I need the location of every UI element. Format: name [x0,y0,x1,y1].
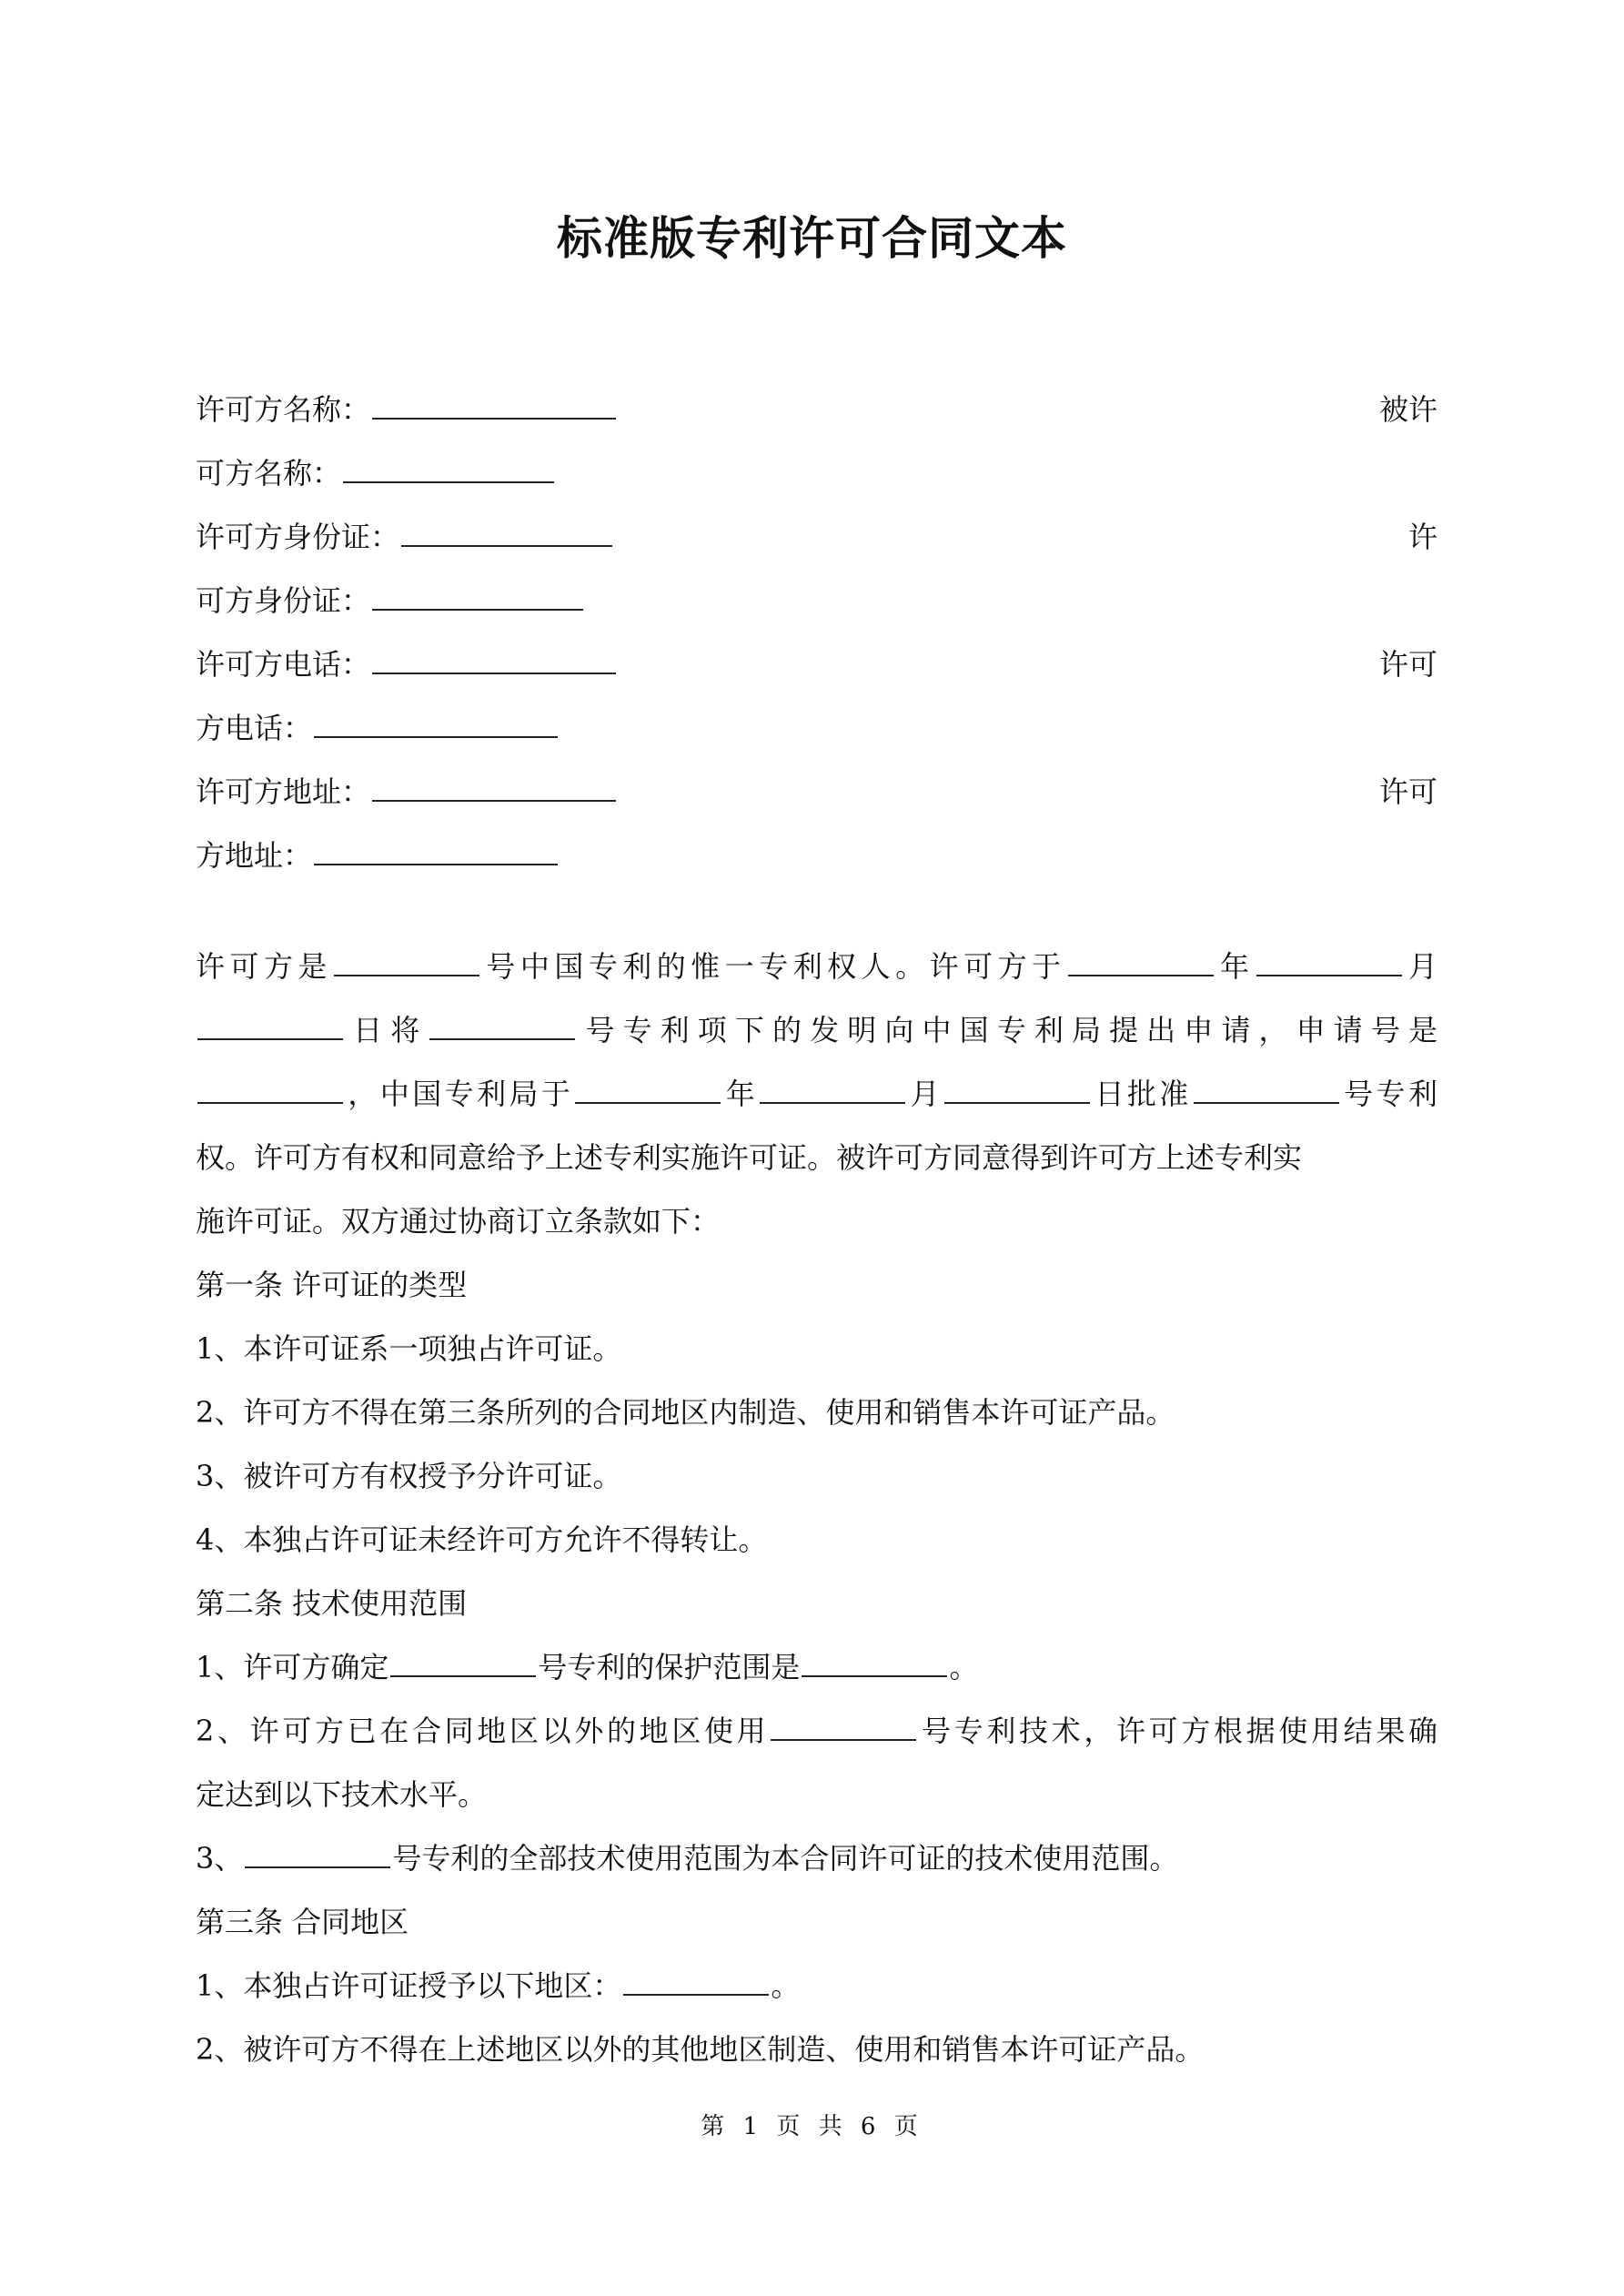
text: 号专利 [1340,1077,1437,1111]
text: 2、许可方已在合同地区以外的地区使用 [196,1714,770,1748]
blank-line[interactable] [372,417,616,420]
licensor-name-field [196,378,1437,441]
blank-line[interactable] [575,1101,721,1104]
text: 日批准 [1092,1077,1192,1111]
field-label-wrap: 许可 [1378,774,1437,809]
field-label: 许可方身份证： [196,520,400,554]
blank-line[interactable] [1194,1101,1339,1104]
page-number: 第 1 页 共 6 页 [701,2113,923,2140]
preamble-line-2 [196,998,1437,1062]
licensee-name-field [196,441,1437,505]
document-body [196,378,1437,2081]
article-2-item-1 [196,1635,1437,1699]
article-2-item-2 [196,1699,1437,1763]
field-label: 许可方电话： [196,647,371,682]
text: 许可方是 [196,949,332,984]
article-1-item: 2、许可方不得在第三条所列的合同地区内制造、使用和销售本许可证产品。 [196,1395,1175,1430]
text: 。 [949,1650,979,1684]
preamble-line-3 [196,1062,1437,1126]
text: 年 [1215,949,1255,984]
preamble-line-1 [196,935,1437,998]
blank-line[interactable] [1068,974,1214,976]
field-label: 方地址： [196,838,313,873]
text: 号中国专利的惟一专利权人。许可方于 [480,949,1066,984]
blank-line[interactable] [760,1101,905,1104]
blank-line[interactable] [623,1993,769,1996]
blank-line[interactable] [390,1674,536,1677]
text: 号专利的全部技术使用范围为本合同许可证的技术使用范围。 [392,1841,1179,1876]
text: 。 [771,1968,801,2003]
text: 号专利的保护范围是 [538,1650,801,1684]
blank-line[interactable] [314,863,558,865]
text: 月 [907,1077,943,1111]
field-label: 许可方地址： [196,774,371,809]
blank-line[interactable] [314,735,558,738]
article-1-heading: 第一条 许可证的类型 [196,1268,468,1302]
licensee-phone-field [196,696,1437,760]
text: 日将 [345,1013,429,1047]
field-label: 方电话： [196,711,313,745]
article-3-heading: 第三条 合同地区 [196,1905,409,1939]
preamble-line-5: 施许可证。双方通过协商订立条款如下： [196,1204,721,1239]
field-label-wrap: 被许 [1378,392,1437,427]
blank-line[interactable] [944,1101,1090,1104]
field-label: 可方身份证： [196,583,371,618]
text: 号专利技术，许可方根据使用结果确 [918,1714,1437,1748]
article-2-heading: 第二条 技术使用范围 [196,1586,468,1621]
article-1-item: 3、被许可方有权授予分许可证。 [196,1459,622,1493]
article-1-item: 1、本许可证系一项独占许可证。 [196,1331,622,1366]
blank-line[interactable] [245,1866,390,1868]
blank-line[interactable] [1256,974,1402,976]
licensor-phone-field [196,632,1437,696]
blank-line[interactable] [343,480,554,483]
text: 年 [722,1077,759,1111]
blank-line[interactable] [802,1674,947,1677]
field-label-wrap: 许 [1407,520,1437,554]
licensor-id-field [196,505,1437,569]
text: 号专利项下的发明向中国专利局提出申请，申请号是 [577,1013,1437,1047]
blank-line[interactable] [401,544,612,547]
field-label: 可方名称： [196,456,342,491]
blank-line[interactable] [771,1738,916,1741]
licensee-address-field [196,824,1437,887]
article-2-item-2-cont: 定达到以下技术水平。 [196,1777,488,1812]
preamble-line-4: 权。许可方有权和同意给予上述专利实施许可证。被许可方同意得到许可方上述专利实 [196,1140,1303,1175]
text: 3、 [196,1841,244,1876]
blank-line[interactable] [372,608,583,611]
blank-line[interactable] [197,1101,343,1104]
article-1-item: 4、本独占许可证未经许可方允许不得转让。 [196,1522,768,1557]
article-2-item-3 [196,1826,1437,1890]
blank-line[interactable] [372,672,616,674]
text: 月 [1403,949,1437,984]
article-3-item-1 [196,1954,1437,2018]
text: 1、本独占许可证授予以下地区： [196,1968,622,2003]
field-label-wrap: 许可 [1378,647,1437,682]
blank-line[interactable] [372,799,616,802]
licensee-id-field [196,569,1437,632]
blank-line[interactable] [429,1037,575,1040]
blank-line[interactable] [197,1037,343,1040]
blank-line[interactable] [334,974,479,976]
text: ，中国专利局于 [345,1077,574,1111]
text: 1、许可方确定 [196,1650,389,1684]
article-3-item-2: 2、被许可方不得在上述地区以外的其他地区制造、使用和销售本许可证产品。 [196,2032,1205,2067]
document-title: 标准版专利许可合同文本 [557,212,1067,265]
field-label: 许可方名称： [196,392,371,427]
licensor-address-field [196,760,1437,824]
